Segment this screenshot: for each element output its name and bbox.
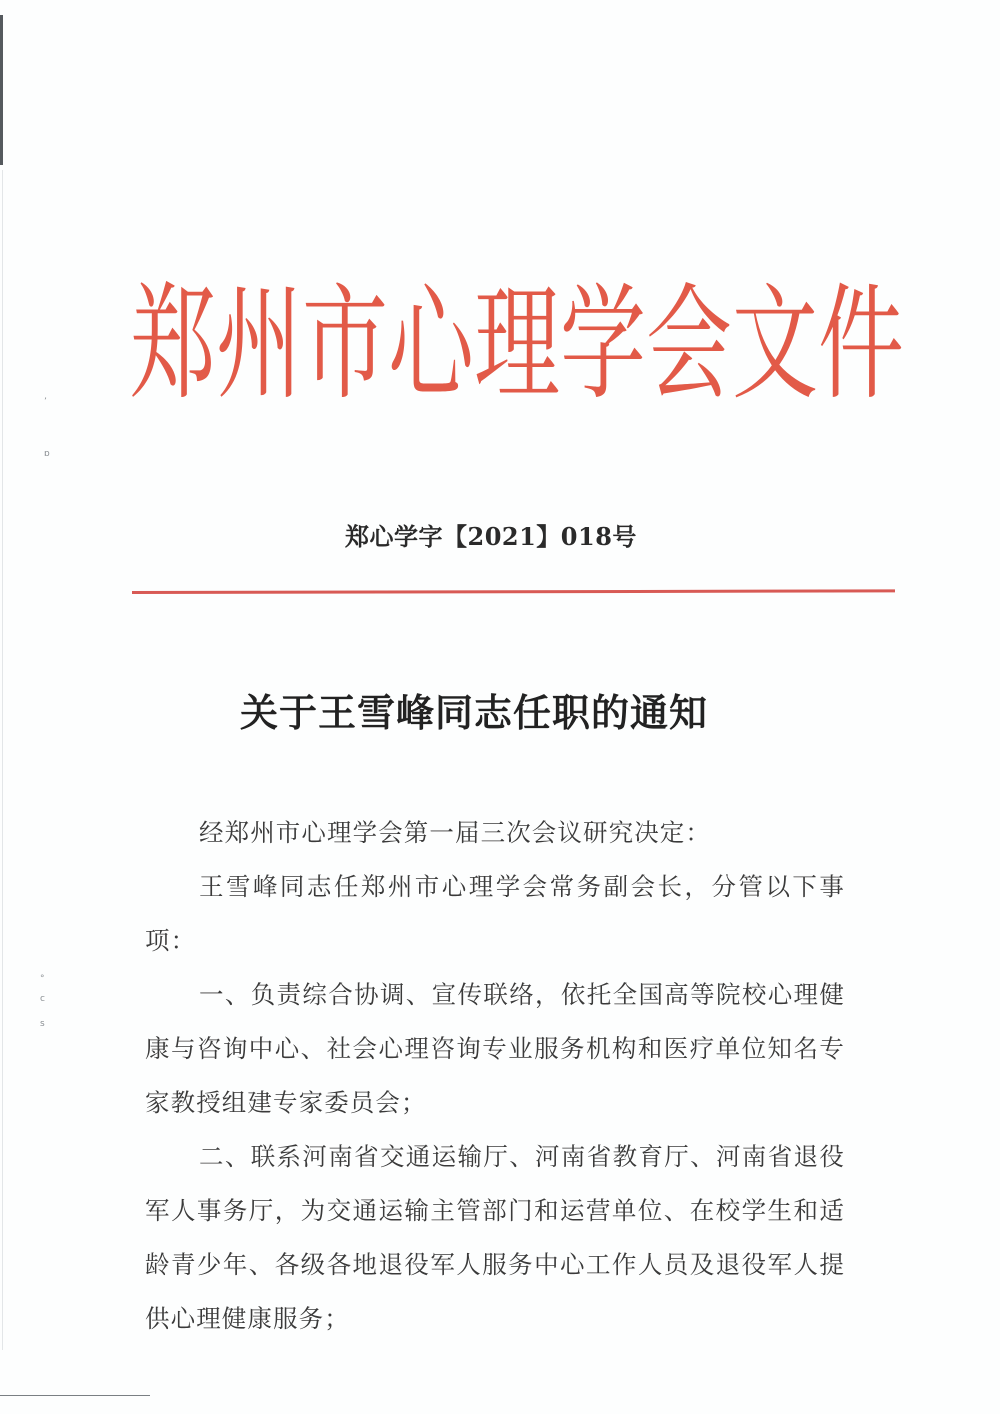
header-char: 会 [646,272,732,418]
scan-edge-shadow [0,15,3,165]
body-paragraph: 经郑州市心理学会第一届三次会议研究决定： [199,818,711,847]
body-paragraph: 一、负责综合协调、宣传联络，依托全国高等院校心理健康与咨询中心、社会心理咨询专业服务机构和医疗单位知名专家教授组建专家委员会； [145,980,845,1117]
scan-bottom-edge [0,1395,150,1396]
header-char: 文 [732,272,818,418]
header-char: 心 [388,272,474,418]
header-char: 件 [818,272,904,418]
notice-title: 关于王雪峰同志任职的通知 [240,691,709,735]
red-divider-line [132,589,895,594]
binding-hole-mark: ɒ [44,449,50,459]
binding-hole-mark: s [40,1019,45,1029]
scan-edge-line [2,170,3,1350]
header-char: 市 [302,272,388,418]
document-header-title [130,272,904,418]
binding-hole-mark: c [40,994,45,1004]
document-number: 郑心学字【2021】018号 [345,522,637,551]
header-char: 学 [560,272,646,418]
body-paragraph: 王雪峰同志任郑州市心理学会常务副会长，分管以下事项： [145,872,845,955]
header-char: 州 [216,272,302,418]
binding-hole-mark: ʼ [44,397,47,407]
notice-body [145,806,845,1346]
binding-hole-mark: ° [40,974,45,984]
body-paragraph: 二、联系河南省交通运输厅、河南省教育厅、河南省退役军人事务厅，为交通运输主管部门和运营单位、在校学生和适龄青少年、各级各地退役军人服务中心工作人员及退役军人提供心理健康服务； [145,1142,845,1333]
header-char: 郑 [130,272,216,418]
header-char: 理 [474,272,560,418]
